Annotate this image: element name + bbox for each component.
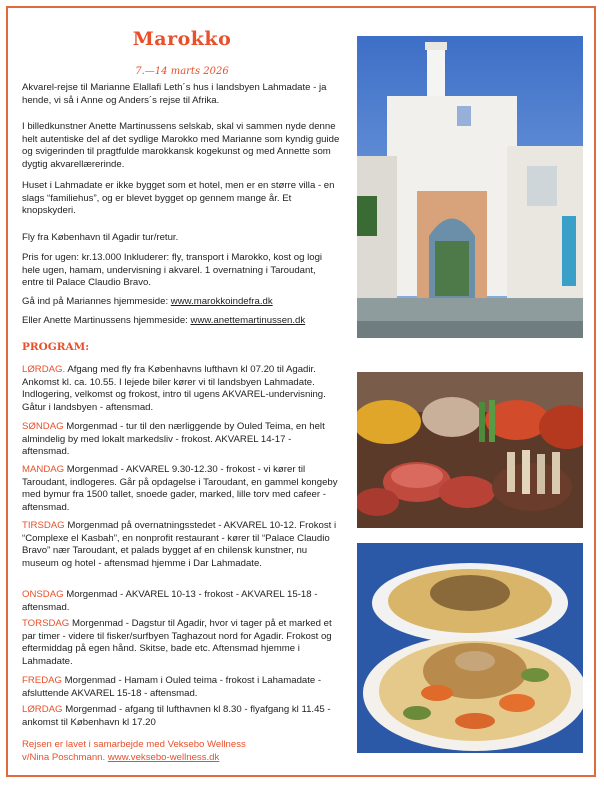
day-label: FREDAG bbox=[22, 675, 62, 686]
program-day bbox=[22, 421, 340, 459]
spice-market-photo bbox=[357, 372, 583, 528]
veksebo-website-link[interactable]: www.veksebo-wellness.dk bbox=[107, 752, 220, 763]
program-heading: PROGRAM: bbox=[22, 341, 90, 353]
marianne-website-link[interactable]: www.marokkoindefra.dk bbox=[170, 296, 273, 307]
day-text: Morgenmad - Dagstur til Agadir, hvor vi tager på et marked et par timer - videre til fisker/surfbyen Taghazout nord for Agadir. Frokost og eftermiddag på egen hånd. Skitse, bade etc. Aftensmad hjemme i Lahmadate. bbox=[22, 618, 332, 667]
day-label: TORSDAG bbox=[22, 618, 70, 629]
marianne-link-label: Gå ind på Mariannes hjemmeside: bbox=[22, 296, 169, 307]
program-day bbox=[22, 364, 340, 414]
day-label: TIRSDAG bbox=[22, 520, 65, 531]
day-text: Morgenmad - afgang til lufthavnen kl 8.30 - flyafgang kl 11.45 - ankomst til København kl 17.20 bbox=[22, 704, 331, 728]
footer-collaboration: Rejsen er lavet i samarbejde med Veksebo Wellness bbox=[22, 739, 246, 750]
intro-paragraph-2: I billedkunstner Anette Martinussens selskab, skal vi sammen nyde denne helt autentiske del af det sydlige Marokko med Marianne som kyndig guide og svigerinden til pragtfulde marokkansk kogekunst og med Annette som dygtig akvarellærerinde. bbox=[22, 121, 340, 170]
program-day bbox=[22, 464, 340, 514]
program-day bbox=[22, 704, 340, 729]
day-text: Morgenmad - AKVAREL 9.30-12.30 - frokost - vi kører til Taroudant, indlogeres. Går på opdagelse i Taroudant, en gammel kongeby med bymur fra 1500 tallet, snoede gader, marked, lille torv med cafeer - aftensmad. bbox=[22, 464, 338, 513]
couscous-photo bbox=[357, 543, 583, 753]
page-title: Marokko bbox=[132, 28, 232, 50]
anette-website-link[interactable]: www.anettemartinussen.dk bbox=[190, 315, 306, 326]
program-day bbox=[22, 618, 340, 668]
program-day bbox=[22, 520, 340, 570]
intro-paragraph-1: Akvarel-rejse til Marianne Elallafi Leth´s hus i landsbyen Lahmadate - ja hende, vi så i Anne og Anders´s rejse til Afrika. bbox=[22, 82, 327, 106]
intro-paragraph-3: Huset i Lahmadate er ikke bygget som et hotel, men er en større villa - en slags “familiehus”, og er blevet bygget op gennem mange år. Et knopskyderi. bbox=[22, 180, 335, 217]
day-text: Morgenmad - AKVAREL 10-13 - frokost - AKVAREL 15-18 - aftensmad. bbox=[22, 589, 318, 613]
house-photo bbox=[357, 36, 583, 338]
footer-contact bbox=[22, 751, 340, 764]
trip-dates: 7.—14 marts 2026 bbox=[135, 66, 229, 77]
day-label: LØRDAG. bbox=[22, 364, 66, 375]
day-label: SØNDAG bbox=[22, 421, 64, 432]
day-label: MANDAG bbox=[22, 464, 65, 475]
footer-contact-name: v/Nina Poschmann. bbox=[22, 752, 106, 763]
day-label: LØRDAG bbox=[22, 704, 63, 715]
day-text: Morgenmad på overnatningsstedet - AKVAREL 10-12. Frokost i “Complexe el Kasbah”, en nonprofit restaurant - kører til “Palace Claudio Bravo” nær Taroudant, et palads bygget af en chilensk kunstner, nu museum og hotel - aftensmad hjemme i Dar Lahmadate. bbox=[22, 520, 337, 569]
intro-paragraph-4: Fly fra København til Agadir tur/retur. bbox=[22, 232, 179, 243]
footer-note bbox=[22, 738, 340, 764]
day-label: ONSDAG bbox=[22, 589, 64, 600]
anette-link-label: Eller Anette Martinussens hjemmeside: bbox=[22, 315, 188, 326]
marianne-link-line bbox=[22, 296, 340, 309]
day-text: Morgenmad - Hamam i Ouled teima - frokost i Lahamadate - afsluttende AKVAREL 15-18 - aftensmad. bbox=[22, 675, 322, 699]
anette-link-line bbox=[22, 315, 340, 328]
day-text: Afgang med fly fra Københavns lufthavn kl 07.20 til Agadir. Ankomst kl. ca. 10.55. I lejede biler kører vi til landsbyen Lahmadate. Indlogering, velkomst og frokost, intro til ugens AKVAREL-undervisning. Gåtur i landsbyen - aftensmad. bbox=[22, 364, 326, 413]
program-day bbox=[22, 589, 340, 614]
day-text: Morgenmad - tur til den nærliggende by Ouled Teima, en helt almindelig by med lokalt markedsliv - frokost. AKVAREL 14-17 - aftensmad. bbox=[22, 421, 325, 458]
program-day bbox=[22, 675, 340, 700]
intro-paragraph-5: Pris for ugen: kr.13.000 Inkluderer: fly, transport i Marokko, kost og logi hele ugen, hamam, undervisning i akvarel. 1 overnatning i Taroudant, entre til Palace Claudio Bravo. bbox=[22, 252, 323, 289]
